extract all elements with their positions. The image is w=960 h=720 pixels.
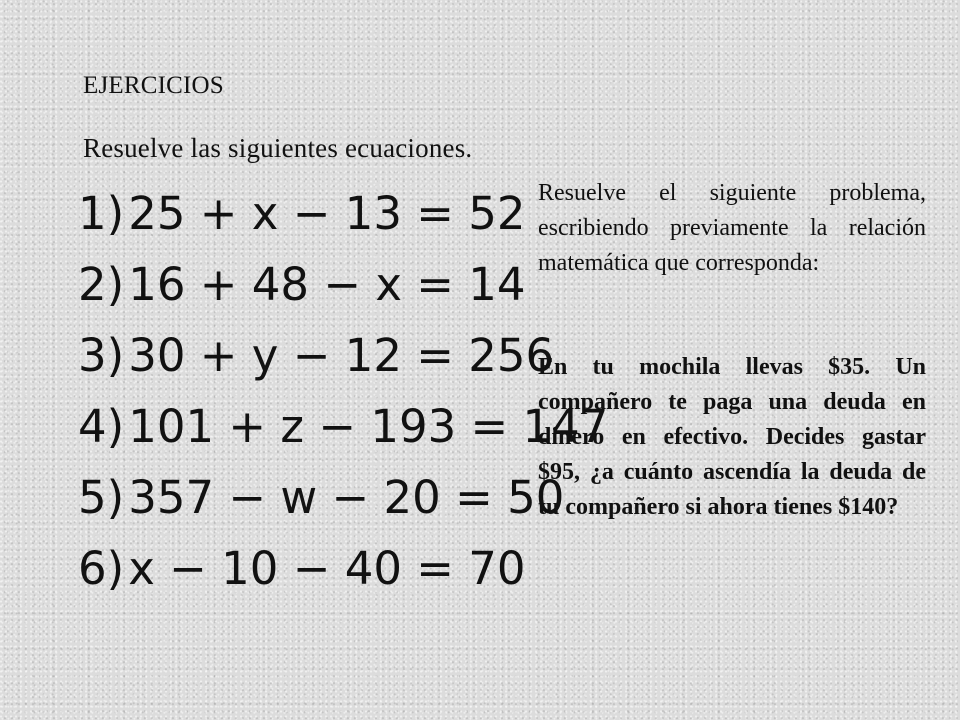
equation-1 (78, 178, 526, 249)
equation-4 (78, 391, 609, 462)
equation-number: 2) (78, 258, 125, 311)
equation-2 (78, 249, 526, 320)
equation-list (78, 178, 609, 604)
equation-number: 4) (78, 400, 125, 453)
equation-expression: 30 + y − 12 = 256 (128, 329, 555, 382)
equation-6 (78, 533, 526, 604)
equation-expression: 357 − w − 20 = 50 (128, 471, 565, 524)
equation-expression: 25 + x − 13 = 52 (128, 187, 526, 240)
page-title: EJERCICIOS (83, 72, 224, 99)
problem-prompt: Resuelve el siguiente problema, escribiendo previamente la relación matemática que corresponda: (538, 180, 926, 276)
equation-number: 6) (78, 542, 125, 595)
equation-number: 1) (78, 187, 125, 240)
equation-expression: 101 + z − 193 = 147 (128, 400, 609, 453)
equation-expression: 16 + 48 − x = 14 (128, 258, 526, 311)
equation-5 (78, 462, 565, 533)
instructions: Resuelve las siguientes ecuaciones. (83, 133, 473, 163)
equation-expression: x − 10 − 40 = 70 (128, 542, 526, 595)
equation-number: 5) (78, 471, 125, 524)
equation-3 (78, 320, 555, 391)
equation-number: 3) (78, 329, 125, 382)
word-problem: En tu mochila llevas $35. Un compañero te paga una deuda en dinero en efectivo. Decides gastar $95, ¿a cuánto ascendía la deuda de tu compañero si ahora tienes $140? (538, 354, 926, 521)
